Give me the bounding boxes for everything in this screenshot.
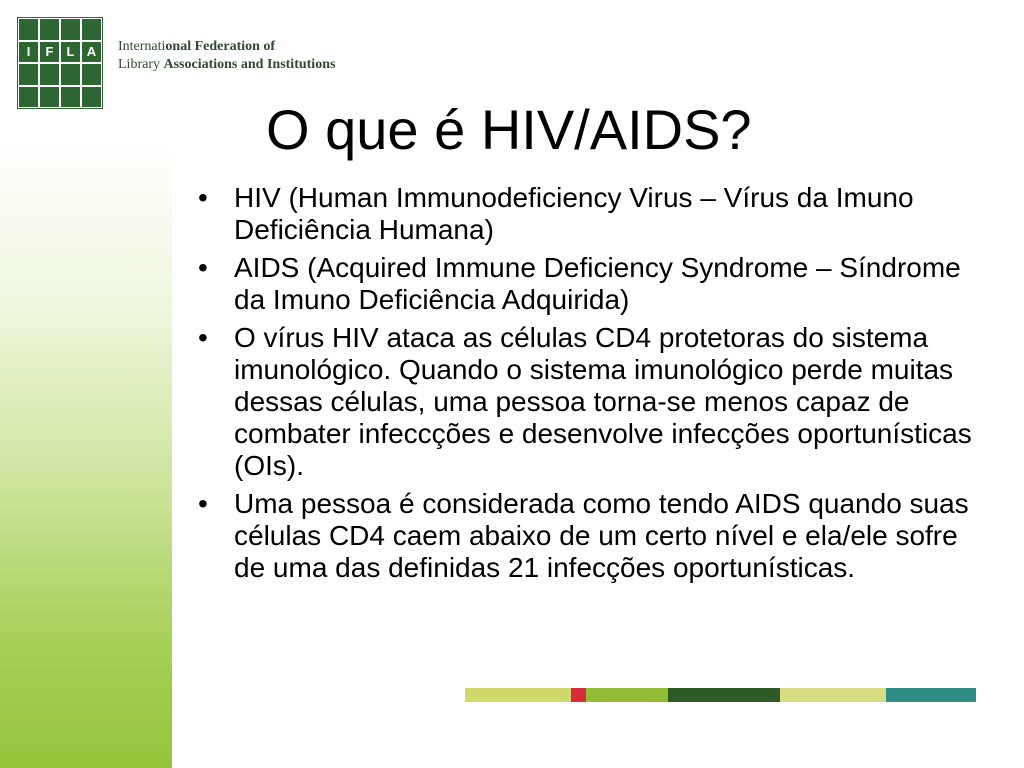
bullet-list: [196, 182, 976, 590]
bullet-item: • Uma pessoa é considerada como tendo AIDS quando suas células CD4 caem abaixo de um certo nível e ela/ele sofre de uma das definidas 21 infecções oportunísticas.: [196, 488, 976, 584]
color-bar-segment: [586, 688, 668, 702]
color-bar-segment: [465, 688, 571, 702]
color-bar-segment: [571, 688, 586, 702]
logo-letter-a: A: [82, 42, 101, 63]
logo-letter-i: I: [19, 42, 38, 63]
color-bar-segment: [668, 688, 780, 702]
color-bar-segment: [780, 688, 886, 702]
ifla-logo: [17, 17, 103, 109]
left-gradient-band: [0, 0, 172, 768]
decorative-color-bar: [465, 688, 976, 702]
slide-title: O que é HIV/AIDS?: [266, 98, 752, 161]
color-bar-segment: [886, 688, 976, 702]
logo-letter-l: L: [61, 42, 80, 63]
bullet-item: • HIV (Human Immunodeficiency Virus – Vírus da Imuno Deficiência Humana): [196, 182, 976, 246]
organization-name: [118, 38, 335, 74]
logo-letter-f: F: [40, 42, 59, 63]
org-name-line-2: Library Associations and Institutions: [118, 57, 336, 72]
org-name-line-1: International Federation of: [118, 39, 276, 54]
bullet-item: • O vírus HIV ataca as células CD4 protetoras do sistema imunológico. Quando o sistema imunológico perde muitas dessas células, uma pessoa torna-se menos capaz de combater infeccções e desenvolve infecções oportunísticas (OIs).: [196, 322, 976, 482]
bullet-item: • AIDS (Acquired Immune Deficiency Syndrome – Síndrome da Imuno Deficiência Adquirida): [196, 252, 976, 316]
